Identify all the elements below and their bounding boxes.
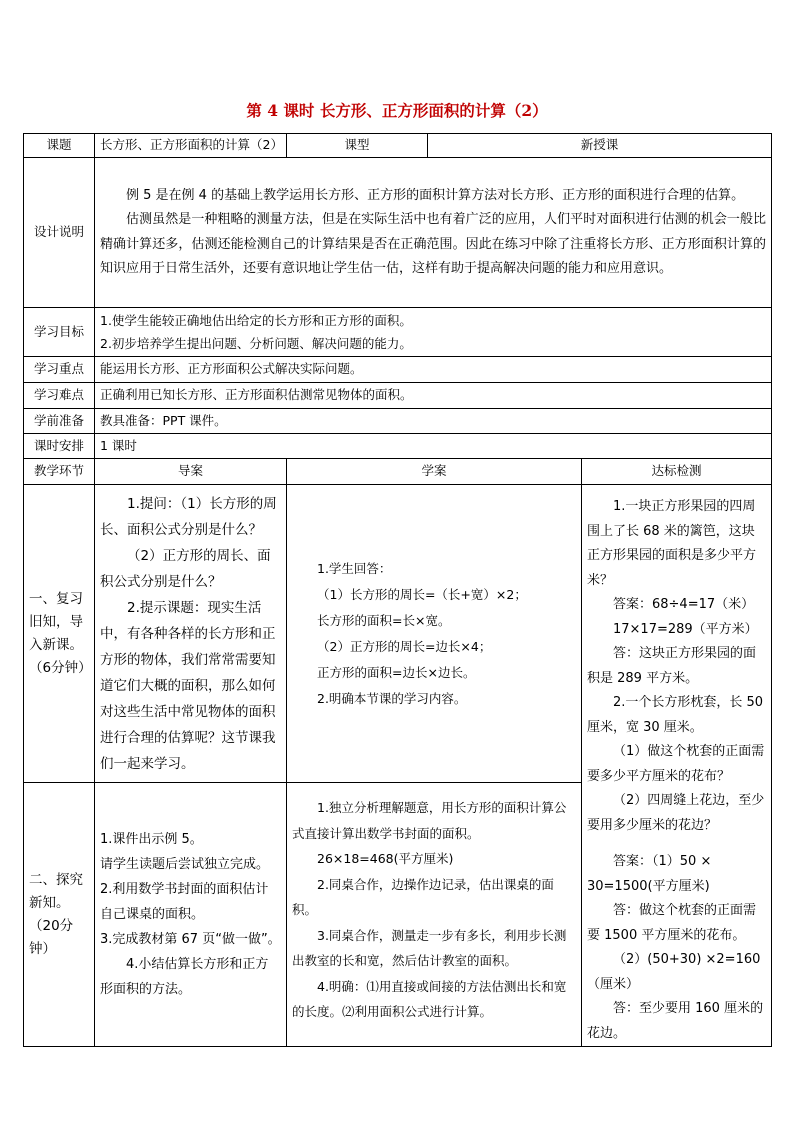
study-line: 1.学生回答： [317,560,392,576]
prep-label: 学前准备 [24,409,95,434]
study-line: （1）长方形的周长=（长+宽）×2； [317,586,527,602]
col-check: 达标检测 [582,459,772,485]
check-line: 答：至少要用 160 厘米的花边。 [587,1001,764,1041]
guide-line: 1.提问：（1）长方形的周长、面积公式分别是什么？ [100,495,277,538]
goals-label: 学习目标 [24,308,95,357]
guide-line: 4.小结估算长方形和正方形面积的方法。 [100,957,269,998]
check-line: （2）(50+30) ×2=160（厘米） [587,952,761,992]
check-line: （1）做这个枕套的正面需要多少平方厘米的花布？ [587,744,765,784]
guide-line: 1.课件出示例 5。 [100,832,203,848]
lesson-plan-table [23,133,772,1047]
design-paragraph: 估测虽然是一种粗略的测量方法，但是在实际生活中也有着广泛的应用，人们平时对面积进行估测的机会一般比精确计算还多，估测还能检测自己的计算结果是否在正确范围。因此在练习中除了注重将长方形、正方形面积计算的知识应用于日常生活外，还要有意识地让学生估一估，这样有助于提高解决问题的能力和应用意识。 [100,212,767,276]
check-line: 答：这块正方形果园的面积是 289 平方米。 [587,646,757,686]
study-line: （2）正方形的周长=边长×4； [317,638,492,654]
topic-value: 长方形、正方形面积的计算（2） [95,134,287,158]
guide-line: 2.利用数学书封面的面积估计自己课桌的面积。 [100,882,269,923]
check-line: 2.一个长方形枕套，长 50 厘米，宽 30 厘米。 [587,695,764,735]
check-line: 答：做这个枕套的正面需要 1500 平方厘米的花布。 [587,903,757,943]
difficulty-value: 正确利用已知长方形、正方形面积估测常见物体的面积。 [95,383,772,409]
page-title: 第 4 课时 长方形、正方形面积的计算（2） [246,101,548,120]
col-guide: 导案 [95,459,287,485]
key-value: 能运用长方形、正方形面积公式解决实际问题。 [95,357,772,383]
study-line: 2.同桌合作，边操作边记录，估出课桌的面积。 [292,876,554,918]
study-line: 1.独立分析理解题意，用长方形的面积计算公式直接计算出数学书封面的面积。 [292,800,567,841]
guide-line: 2.提示课题：现实生活中，有各种各样的长方形和正方形的物体，我们常常需要知道它们大概的面积，那么如何对这些生活中常见物体的面积进行合理的估算呢？这节课我们一起来学习。 [100,599,276,772]
study-line: 2.明确本节课的学习内容。 [317,690,467,706]
difficulty-label: 学习难点 [24,383,95,409]
schedule-label: 课时安排 [24,434,95,459]
goal-item: 2.初步培养学生提出问题、分析问题、解决问题的能力。 [100,336,412,351]
schedule-value: 1 课时 [95,434,772,459]
stage2-name: 二、探究新知。（20分钟） [24,783,95,1047]
key-label: 学习重点 [24,357,95,383]
guide-line: （2）正方形的周长、面积公式分别是什么？ [100,547,271,590]
check-line: 17×17=289（平方米） [613,621,758,637]
study-line: 26×18=468(平方厘米) [317,851,454,867]
col-stage: 教学环节 [24,459,95,485]
design-label: 设计说明 [24,158,95,308]
design-paragraph: 例 5 是在例 4 的基础上教学运用长方形、正方形的面积计算方法对长方形、正方形的面积进行合理的估算。 [126,187,745,203]
study-line: 4.明确：⑴用直接或间接的方法估测出长和宽的长度。⑵利用面积公式进行计算。 [292,978,567,1020]
study-line: 长方形的面积=长×宽。 [317,612,451,628]
check-line: 答案：68÷4=17（米） [613,597,755,612]
guide-line: 请学生读题后尝试独立完成。 [100,857,270,873]
check-line: （2）四周缝上花边，至少要用多少厘米的花边？ [587,793,765,833]
guide-line: 3.完成教材第 67 页“做一做”。 [100,932,281,948]
check-line: 答案：（1）50 × 30=1500(平方厘米) [587,854,712,894]
col-study: 学案 [287,459,582,485]
study-line: 3.同桌合作，测量走一步有多长，利用步长测出教室的长和宽，然后估计教室的面积。 [292,927,567,969]
type-label: 课型 [287,134,428,158]
check-line: 1.一块正方形果园的四周围上了长 68 米的篱笆，这块正方形果园的面积是多少平方米？ [587,499,757,588]
type-value: 新授课 [428,134,772,158]
prep-value: 教具准备：PPT 课件。 [95,409,772,434]
goal-item: 1.使学生能较正确地估出给定的长方形和正方形的面积。 [100,313,412,328]
stage1-name: 一、复习旧知，导入新课。（6分钟） [24,485,95,783]
study-line: 正方形的面积=边长×边长。 [317,664,476,680]
topic-label: 课题 [24,134,95,158]
